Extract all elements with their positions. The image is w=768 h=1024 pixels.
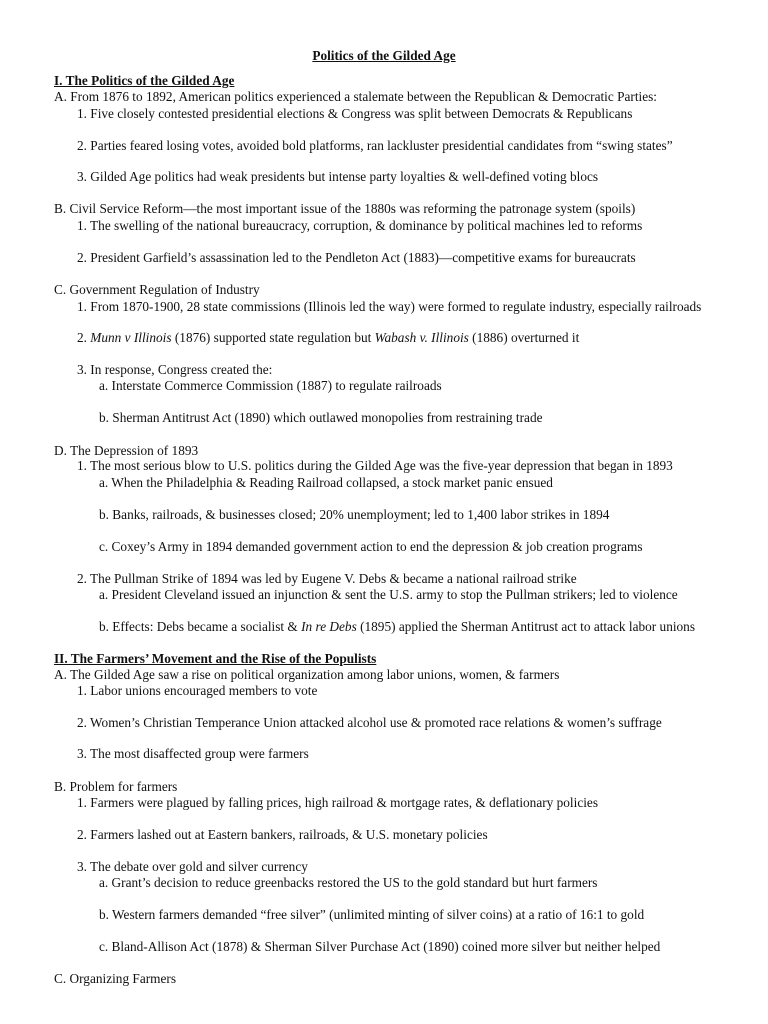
item-text: (1876) supported state regulation but xyxy=(171,330,375,345)
court-case-name: Wabash v. Illinois xyxy=(374,330,469,345)
outline-item-1C2 xyxy=(77,330,579,346)
outline-item-1D2a: a. President Cleveland issued an injunction & sent the U.S. army to stop the Pullman strikers; led to violence xyxy=(99,587,678,602)
outline-item-1D2: 2. The Pullman Strike of 1894 was led by Eugene V. Debs & became a national railroad strike xyxy=(77,571,577,586)
outline-item-2A: A. The Gilded Age saw a rise on political organization among labor unions, women, & farmers xyxy=(54,667,560,682)
outline-item-1C3a: a. Interstate Commerce Commission (1887) to regulate railroads xyxy=(99,378,442,393)
outline-item-1B2: 2. President Garfield’s assassination led to the Pendleton Act (1883)—competitive exams for bureaucrats xyxy=(77,250,636,265)
outline-item-2B3b: b. Western farmers demanded “free silver” (unlimited minting of silver coins) at a ratio of 16:1 to gold xyxy=(99,907,645,922)
outline-item-1D1b: b. Banks, railroads, & businesses closed; 20% unemployment; led to 1,400 labor strikes in 1894 xyxy=(99,507,610,522)
outline-item-1C: C. Government Regulation of Industry xyxy=(54,282,260,297)
outline-item-1B: B. Civil Service Reform—the most important issue of the 1880s was reforming the patronage system (spoils) xyxy=(54,201,636,216)
section-heading-1: I. The Politics of the Gilded Age xyxy=(54,73,235,88)
outline-item-1B1: 1. The swelling of the national bureaucracy, corruption, & dominance by political machines led to reforms xyxy=(77,218,643,233)
court-case-name: Munn v Illinois xyxy=(90,330,172,345)
outline-item-2A3: 3. The most disaffected group were farmers xyxy=(77,746,309,761)
outline-item-2A1: 1. Labor unions encouraged members to vote xyxy=(77,683,318,698)
outline-item-1D: D. The Depression of 1893 xyxy=(54,443,199,458)
outline-item-1D2b xyxy=(99,619,695,635)
outline-item-2A2: 2. Women’s Christian Temperance Union attacked alcohol use & promoted race relations & women’s suffrage xyxy=(77,715,662,730)
item-number: 2. xyxy=(77,330,91,345)
section-heading-2: II. The Farmers’ Movement and the Rise of the Populists xyxy=(54,651,377,666)
item-text: (1895) applied the Sherman Antitrust act to attack labor unions xyxy=(356,619,696,634)
outline-item-1A: A. From 1876 to 1892, American politics experienced a stalemate between the Republican & Democratic Parties: xyxy=(54,89,657,104)
item-text: (1886) overturned it xyxy=(468,330,580,345)
page-title: Politics of the Gilded Age xyxy=(312,48,456,63)
outline-item-1A1: 1. Five closely contested presidential elections & Congress was split between Democrats & Republicans xyxy=(77,106,633,121)
outline-item-2C: C. Organizing Farmers xyxy=(54,971,176,986)
outline-item-2B: B. Problem for farmers xyxy=(54,779,178,794)
outline-item-1C3b: b. Sherman Antitrust Act (1890) which outlawed monopolies from restraining trade xyxy=(99,410,543,425)
court-case-name: In re Debs xyxy=(301,619,357,634)
outline-item-2B1: 1. Farmers were plagued by falling prices, high railroad & mortgage rates, & deflationary policies xyxy=(77,795,598,810)
outline-item-1D1a: a. When the Philadelphia & Reading Railroad collapsed, a stock market panic ensued xyxy=(99,475,553,490)
outline-item-2B3a: a. Grant’s decision to reduce greenbacks restored the US to the gold standard but hurt farmers xyxy=(99,875,598,890)
item-text: b. Effects: Debs became a socialist & xyxy=(99,619,302,634)
outline-item-2B3c: c. Bland-Allison Act (1878) & Sherman Silver Purchase Act (1890) coined more silver but neither helped xyxy=(99,939,661,954)
outline-item-1A2: 2. Parties feared losing votes, avoided bold platforms, ran lackluster presidential candidates from “swing states” xyxy=(77,138,673,153)
outline-item-2B2: 2. Farmers lashed out at Eastern bankers, railroads, & U.S. monetary policies xyxy=(77,827,488,842)
outline-item-2B3: 3. The debate over gold and silver currency xyxy=(77,859,308,874)
outline-item-1D1c: c. Coxey’s Army in 1894 demanded government action to end the depression & job creation programs xyxy=(99,539,643,554)
outline-item-1C1: 1. From 1870-1900, 28 state commissions (Illinois led the way) were formed to regulate industry, especially railroads xyxy=(77,299,702,314)
outline-item-1A3: 3. Gilded Age politics had weak presidents but intense party loyalties & well-defined voting blocs xyxy=(77,169,599,184)
outline-item-1D1: 1. The most serious blow to U.S. politics during the Gilded Age was the five-year depression that began in 1893 xyxy=(77,458,673,473)
outline-item-1C3: 3. In response, Congress created the: xyxy=(77,362,273,377)
